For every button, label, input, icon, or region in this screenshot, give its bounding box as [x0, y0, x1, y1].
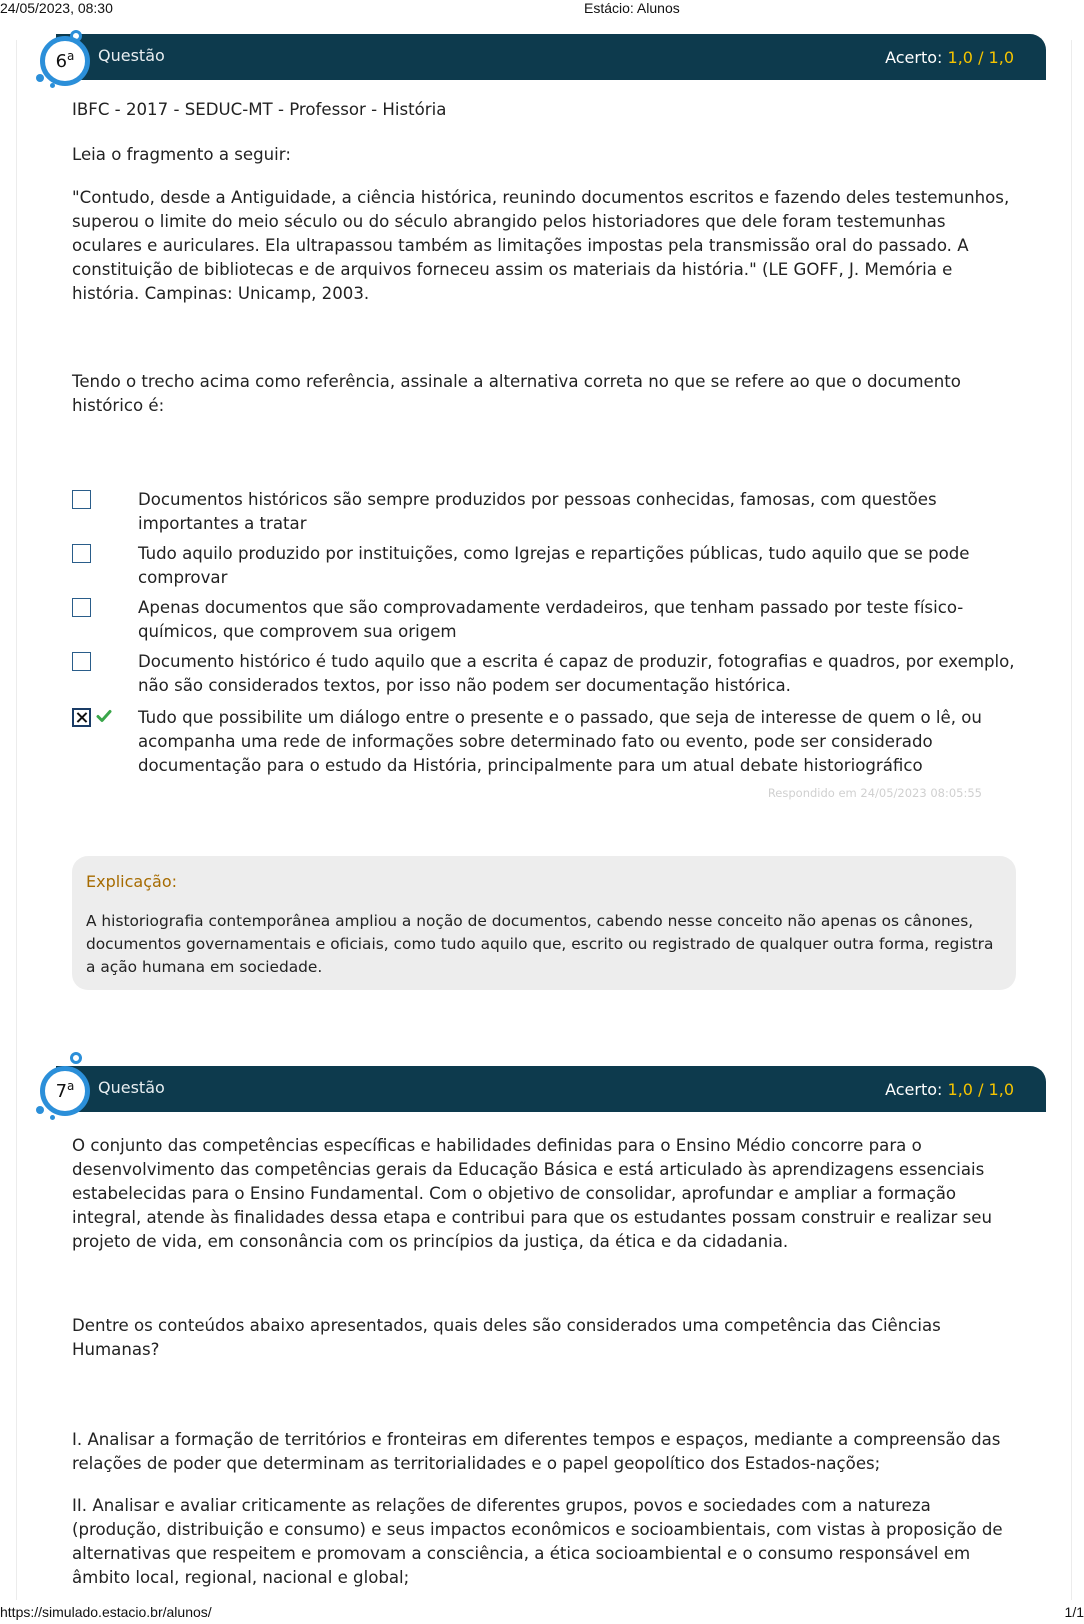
- score-value: 1,0: [947, 48, 973, 67]
- question-source: IBFC - 2017 - SEDUC-MT - Professor - História: [72, 100, 447, 119]
- decor-dot-icon: [50, 1115, 55, 1120]
- question-label: Questão: [98, 1078, 165, 1097]
- statement-item-1: I. Analisar a formação de territórios e fronteiras em diferentes tempos e espaços, mediante a compreensão das relações de poder que determinam as territorialidades e o papel geopolítico dos Estados-nações;: [72, 1430, 1001, 1473]
- score-separator: /: [978, 48, 984, 67]
- score-total: 1,0: [988, 1080, 1014, 1099]
- print-url: https://simulado.estacio.br/alunos/: [0, 1604, 212, 1620]
- score-value: 1,0: [947, 1080, 973, 1099]
- option-text: Documento histórico é tudo aquilo que a escrita é capaz de produzir, fotografias e quadros, por exemplo, não são considerados textos, por isso não podem ser documentação histórica.: [138, 652, 1015, 695]
- option-text: Tudo que possibilite um diálogo entre o presente e o passado, que seja de interesse de quem o lê, ou acompanha uma rede de informações sobre determinado fato ou evento, pode ser considerado documentação para o estudo da História, principalmente para um atual debate historiográfico: [138, 708, 982, 775]
- correct-check-icon: [96, 708, 112, 724]
- ordinal-suffix: a: [67, 1079, 75, 1093]
- decor-dot-icon: [36, 1106, 44, 1114]
- ordinal-suffix: a: [67, 49, 75, 63]
- checked-checkbox[interactable]: [72, 708, 91, 727]
- score-separator: /: [978, 1080, 984, 1099]
- print-footer: [0, 1604, 1084, 1624]
- print-datetime: 24/05/2023, 08:30: [0, 0, 113, 16]
- option-text: Documentos históricos são sempre produzidos por pessoas conhecidas, famosas, com questões importantes a tratar: [138, 490, 937, 533]
- checkbox[interactable]: [72, 490, 91, 509]
- question-intro: Leia o fragmento a seguir:: [72, 145, 291, 164]
- explanation-title: Explicação:: [86, 872, 178, 891]
- question-7-header: [56, 1066, 1046, 1112]
- explanation-box: [72, 856, 1016, 990]
- option-text: Tudo aquilo produzido por instituições, como Igrejas e repartições públicas, tudo aquilo que se pode comprovar: [138, 544, 970, 587]
- explanation-body: A historiografia contemporânea ampliou a noção de documentos, cabendo nesse conceito não apenas os cânones, documentos governamentais e oficiais, como tudo aquilo que, escrito ou registrado de qualquer outra forma, registra a ação humana em sociedade.: [86, 912, 994, 976]
- statement-item-2: II. Analisar e avaliar criticamente as relações de diferentes grupos, povos e sociedades com a natureza (produção, distribuição e consumo) e seus impactos econômicos e socioambientais, com vistas à proposição de alternativas que respeitem e promovam a consciência, a ética socioambiental e o consumo responsável em âmbito local, regional, nacional e global;: [72, 1496, 1003, 1587]
- acerto-score: [885, 48, 1014, 67]
- print-page-title: Estácio: Alunos: [584, 0, 680, 16]
- decor-ring-icon: [70, 1052, 82, 1064]
- print-header: [0, 0, 1084, 18]
- question-prompt: Tendo o trecho acima como referência, assinale a alternativa correta no que se refere ao que o documento histórico é:: [72, 372, 961, 415]
- question-intro: O conjunto das competências específicas e habilidades definidas para o Ensino Médio concorre para o desenvolvimento das competências gerais da Educação Básica e está articulado às aprendizagens essenciais estabelecidas para o Ensino Fundamental. Com o objetivo de consolidar, aprofundar e ampliar a formação integral, atende às finalidades dessa etapa e contribui para que os estudantes possam construir e realizar seu projeto de vida, em consonância com os princípios da justiça, da ética e da cidadania.: [72, 1136, 993, 1251]
- question-number-badge: [40, 1066, 90, 1116]
- decor-dot-icon: [36, 74, 44, 82]
- acerto-label: Acerto:: [885, 48, 943, 67]
- checkbox[interactable]: [72, 652, 91, 671]
- question-6-header: [56, 34, 1046, 80]
- print-page-number: 1/1: [1064, 1604, 1084, 1620]
- answered-timestamp: Respondido em 24/05/2023 08:05:55: [767, 786, 982, 800]
- question-label: Questão: [98, 46, 165, 65]
- question-number: 7: [55, 1081, 68, 1102]
- acerto-label: Acerto:: [885, 1080, 943, 1099]
- score-total: 1,0: [988, 48, 1014, 67]
- acerto-score: [885, 1080, 1014, 1099]
- option-text: Apenas documentos que são comprovadamente verdadeiros, que tenham passado por teste físico-químicos, que comprovem sua origem: [138, 598, 964, 641]
- question-number-badge: [40, 36, 90, 86]
- question-prompt: Dentre os conteúdos abaixo apresentados, quais deles são considerados uma competência das Ciências Humanas?: [72, 1316, 941, 1359]
- question-number: 6: [55, 51, 68, 72]
- question-quote: "Contudo, desde a Antiguidade, a ciência histórica, reunindo documentos escritos e fazendo deles testemunhos, superou o limite do meio século ou do século abrangido pelos historiadores que dele foram testemunhas oculares e auriculares. Ela ultrapassou também as limitações impostas pela transmissão oral do passado. A constituição de bibliotecas e de arquivos forneceu assim os materiais da história." (LE GOFF, J. Memória e história. Campinas: Unicamp, 2003.: [72, 188, 1010, 303]
- checkbox[interactable]: [72, 598, 91, 617]
- checkbox[interactable]: [72, 544, 91, 563]
